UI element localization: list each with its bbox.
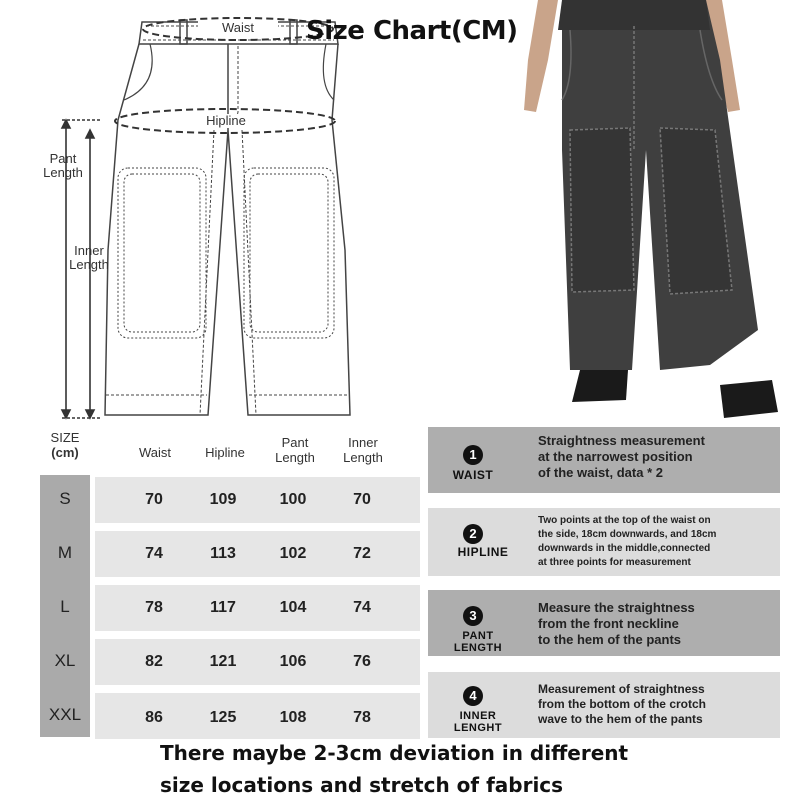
size-label-s: S	[59, 489, 71, 508]
cell-pant-length: 106	[279, 653, 307, 670]
legend-description: Measure the straightness from the front neckline to the hem of the pants	[538, 600, 695, 647]
legend-title: PANT LENGTH	[453, 630, 503, 654]
cell-inner-length: 78	[353, 709, 371, 726]
size-header: SIZE (cm)	[50, 430, 80, 460]
legend-inner-length	[428, 672, 780, 738]
cell-pant-length: 102	[279, 545, 307, 562]
cell-inner-length: 74	[353, 599, 371, 616]
cell-waist: 86	[145, 709, 163, 726]
size-label-l: L	[60, 597, 70, 616]
size-label-m: M	[57, 543, 73, 562]
size-label-xxl: XXL	[48, 705, 82, 724]
legend-description: Straightness measurement at the narrowest position of the waist, data * 2	[538, 433, 705, 480]
size-label-xl: XL	[54, 651, 76, 670]
pant-length-diagram-label: Pant Length	[43, 151, 83, 180]
deviation-footnote: There maybe 2-3cm deviation in different size locations and stretch of fabrics	[160, 741, 629, 797]
legend-title: WAIST	[452, 468, 494, 482]
legend-description: Two points at the top of the waist on the side, 18cm downwards, and 18cm downwards in the middle,connected at three points for measurement	[538, 515, 717, 568]
legend-waist	[428, 427, 780, 493]
number-4-icon: 4	[463, 686, 483, 706]
pants-diagram	[0, 0, 400, 425]
number-2-icon: 2	[463, 524, 483, 544]
pant-length-column-header: Pant Length	[275, 435, 315, 465]
cell-hipline: 125	[209, 709, 237, 726]
legend-title: HIPLINE	[457, 545, 509, 559]
cell-pant-length: 100	[279, 491, 307, 508]
cell-waist: 70	[145, 491, 163, 508]
size-chart-title: Size Chart(CM)	[306, 16, 518, 46]
cell-waist: 78	[145, 599, 163, 616]
number-1-icon: 1	[463, 445, 483, 465]
cell-hipline: 121	[209, 653, 237, 670]
cell-hipline: 109	[209, 491, 237, 508]
cell-inner-length: 76	[353, 653, 371, 670]
number-3-icon: 3	[463, 606, 483, 626]
legend-title: INNER LENGHT	[453, 710, 503, 734]
cell-inner-length: 72	[353, 545, 371, 562]
cell-waist: 74	[145, 545, 163, 562]
cell-pant-length: 108	[279, 709, 307, 726]
hipline-diagram-label: Hipline	[186, 114, 266, 128]
cell-waist: 82	[145, 653, 163, 670]
waist-column-header: Waist	[138, 445, 172, 460]
cell-hipline: 113	[210, 545, 236, 562]
inner-length-diagram-label: Inner Length	[69, 243, 109, 272]
inner-length-column-header: Inner Length	[343, 435, 383, 465]
model-wearing-pants-photo	[510, 0, 800, 420]
legend-pant-length	[428, 590, 780, 656]
size-table	[40, 425, 420, 740]
cell-inner-length: 70	[353, 491, 371, 508]
legend-description: Measurement of straightness from the bottom of the crotch wave to the hem of the pants	[538, 682, 706, 726]
legend-hipline	[428, 508, 780, 576]
pants-outline-drawing	[0, 0, 400, 425]
hipline-column-header: Hipline	[205, 445, 245, 460]
cell-hipline: 117	[210, 599, 236, 616]
cell-pant-length: 104	[279, 599, 307, 616]
waist-diagram-label: Waist	[198, 21, 278, 35]
